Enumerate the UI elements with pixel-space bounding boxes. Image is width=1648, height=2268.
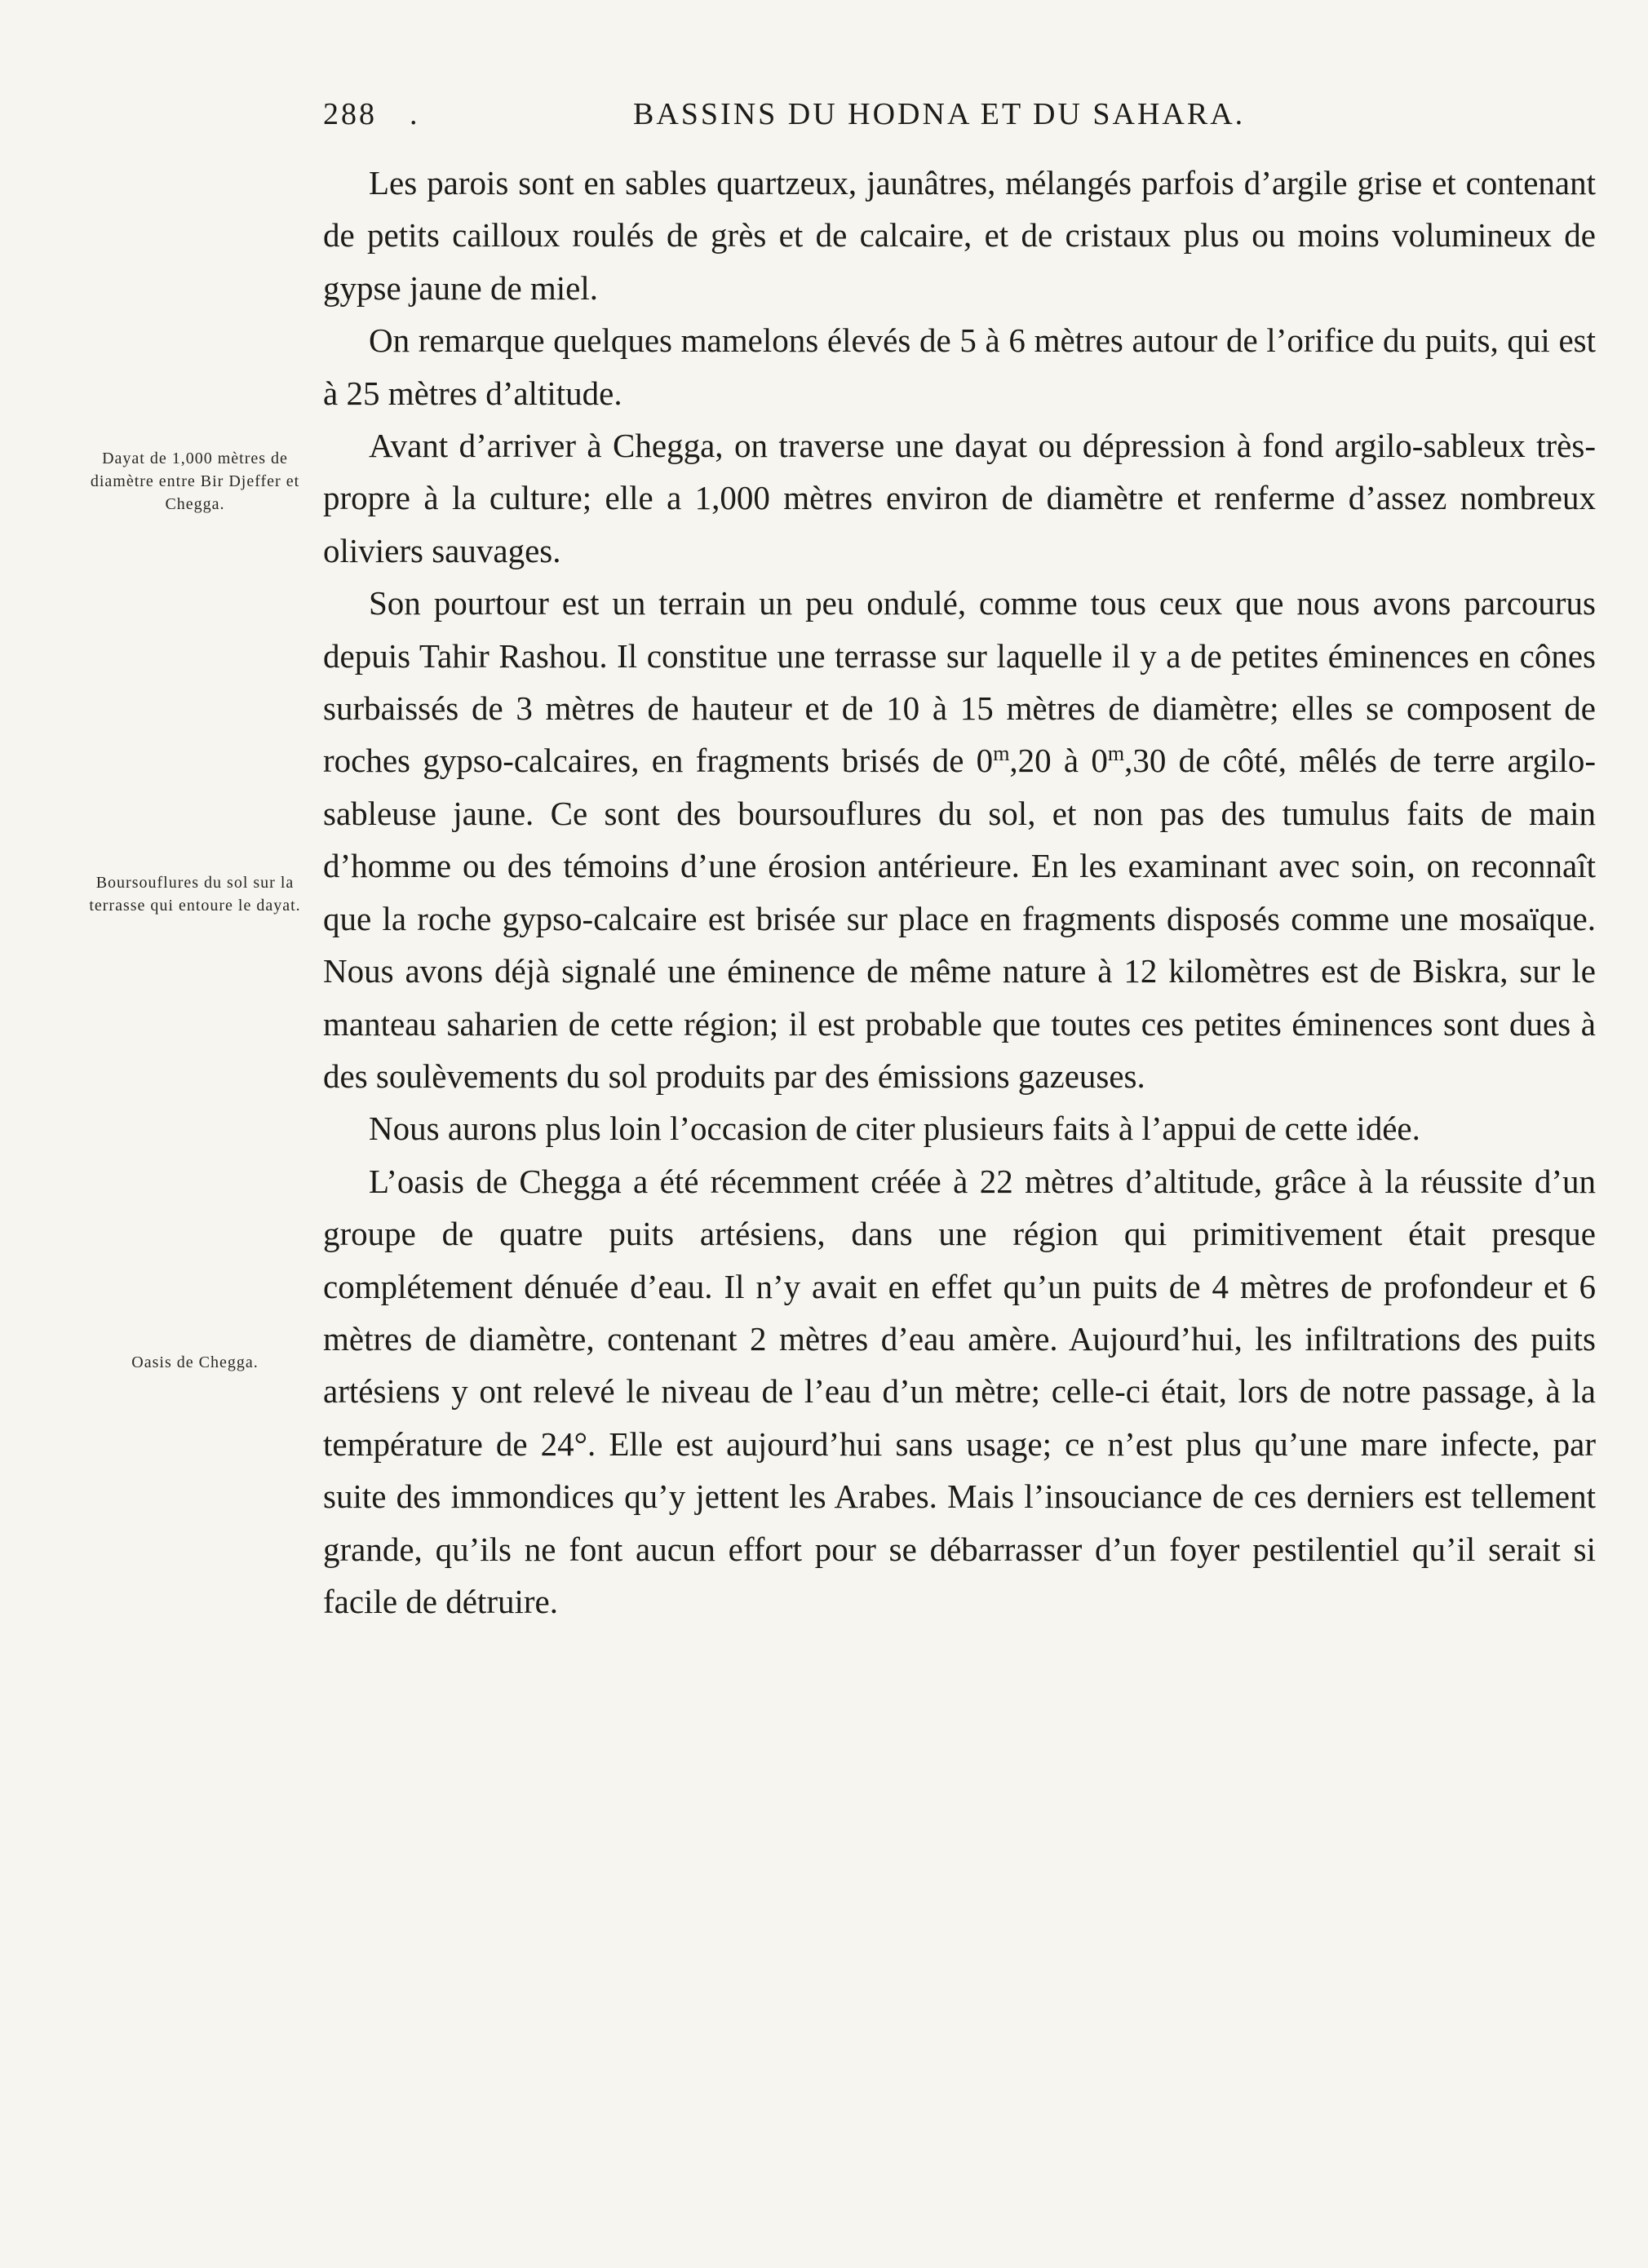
paragraph-pourtour-end: ,30 de côté, mêlés de terre argilo-sableuse jaune. Ce sont des boursouflures du sol, et non pas des tumulus faits de main d’homme ou des témoins d’une érosion antérieure. En les examinant avec soin, on reconnaît que la roche gypso-calcaire est brisée sur place en fragments disposés comme une mosaïque. Nous avons déjà signalé une éminence de même nature à 12 kilomètres est de Biskra, sur le manteau saharien de cette région; il est probable que toutes ces petites éminences sont dues à des soulèvements du sol produits par des émissions gazeuses. bbox=[323, 742, 1596, 1095]
paragraph-idee: Nous aurons plus loin l’occasion de citer plusieurs faits à l’appui de cette idée. bbox=[369, 1110, 1420, 1148]
paragraph-pourtour bbox=[323, 577, 1596, 1102]
page-number: 288 bbox=[323, 97, 377, 131]
margin-note-oasis: Oasis de Chegga. bbox=[131, 1353, 259, 1371]
running-head bbox=[323, 96, 1596, 137]
paragraph-pourtour-mid: ,20 à 0 bbox=[1009, 742, 1108, 780]
header-separator: . bbox=[410, 97, 420, 131]
unit-superscript: m bbox=[1107, 742, 1125, 766]
main-text bbox=[323, 157, 1596, 1628]
paragraph-pourtour-start: Son pourtour est un terrain un peu ondulé, comme tous ceux que nous avons parcourus depuis Tahir Rashou. Il constitue une terrasse sur laquelle il y a de petites éminences en cônes surbaissés de 3 mètres de hauteur et de 10 à 15 mètres de diamètre; elles se composent de roches gypso-calcaires, en fragments brisés de 0 bbox=[323, 584, 1596, 780]
paragraph-parois: Les parois sont en sables quartzeux, jaunâtres, mélangés parfois d’argile grise et contenant de petits cailloux roulés de grès et de calcaire, et de cristaux plus ou moins volumineux de gypse jaune de miel. bbox=[323, 164, 1596, 307]
margin-note-dayat: Dayat de 1,000 mètres de diamètre entre Bir Djeffer et Chegga. bbox=[90, 450, 300, 513]
paragraph-mamelons: On remarque quelques mamelons élevés de 5 à 6 mètres autour de l’orifice du puits, qui est à 25 mètres d’altitude. bbox=[323, 321, 1596, 412]
margin-note-boursouflures: Boursouflures du sol sur la terrasse qui entoure le dayat. bbox=[89, 874, 301, 915]
unit-superscript: m bbox=[993, 742, 1010, 766]
paragraph-dayat: Avant d’arriver à Chegga, on traverse une dayat ou dépression à fond argilo-sableux très-propre à la culture; elle a 1,000 mètres environ de diamètre et renferme d’assez nombreux oliviers sauvages. bbox=[323, 427, 1596, 569]
paragraph-oasis: L’oasis de Chegga a été récemment créée à 22 mètres d’altitude, grâce à la réussite d’un groupe de quatre puits artésiens, dans une région qui primitivement était presque complétement dénuée d’eau. Il n’y avait en effet qu’un puits de 4 mètres de profondeur et 6 mètres de diamètre, contenant 2 mètres d’eau amère. Aujourd’hui, les infiltrations des puits artésiens y ont relevé le niveau de l’eau d’un mètre; celle-ci était, lors de notre passage, à la température de 24°. Elle est aujourd’hui sans usage; ce n’est plus qu’une mare infecte, par suite des immondices qu’y jettent les Arabes. Mais l’insouciance de ces derniers est tellement grande, qu’ils ne font aucun effort pour se débarrasser d’un foyer pestilentiel qu’il serait si facile de détruire. bbox=[323, 1162, 1596, 1620]
running-title: BASSINS DU HODNA ET DU SAHARA. bbox=[633, 97, 1246, 131]
